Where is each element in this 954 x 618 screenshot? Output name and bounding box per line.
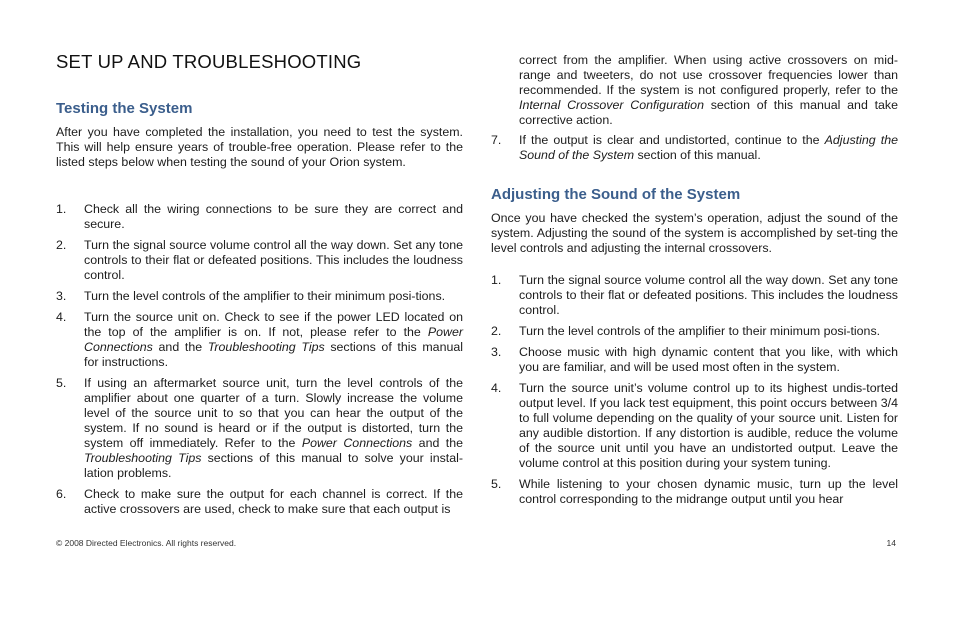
adjusting-steps-list <box>491 273 898 513</box>
list-item <box>491 133 898 163</box>
step-text: Turn the level controls of the amplifier to their minimum posi-tions. <box>519 324 881 338</box>
step-number: 4. <box>56 310 67 324</box>
step-6-continued <box>519 53 898 128</box>
list-item <box>491 273 898 318</box>
emphasis-troubleshooting-tips: Troubleshooting Tips <box>207 340 325 354</box>
emphasis-power-connections: Power Connections <box>301 436 413 450</box>
step-number: 5. <box>491 477 502 491</box>
list-item <box>491 324 898 339</box>
list-item <box>56 310 463 370</box>
list-item <box>56 202 463 232</box>
step-number: 1. <box>56 202 67 216</box>
list-item <box>56 376 463 481</box>
step-number: 3. <box>56 289 67 303</box>
step-text: If using an aftermarket source unit, turn the level controls of the amplifier about one quarter of a turn. Slowly increase the volume level of the source unit to so that you can hear the output of the system. If no sound is heard or if the output is distorted, turn the system off immediately. Refer to the <box>84 376 463 450</box>
step-text: Turn the level controls of the amplifier to their minimum posi-tions. <box>84 289 446 303</box>
footer-copyright: © 2008 Directed Electronics. All rights reserved. <box>56 538 237 548</box>
step-text: While listening to your chosen dynamic music, turn up the level control corresponding to the midrange output until you hear <box>519 477 898 506</box>
section-heading-adjusting: Adjusting the Sound of the System <box>491 186 741 203</box>
step-text: and the <box>152 340 208 354</box>
step-number: 2. <box>56 238 67 252</box>
step-number: 2. <box>491 324 502 338</box>
emphasis-power-connections: Power Connections <box>84 325 463 354</box>
list-item <box>491 477 898 507</box>
emphasis-internal-crossover: Internal Crossover Configuration <box>519 98 704 112</box>
list-item <box>56 487 463 517</box>
section-heading-testing: Testing the System <box>56 100 193 117</box>
list-item <box>491 381 898 471</box>
step-text: sections of this manual for instructions. <box>84 340 464 369</box>
step-text: Turn the signal source volume control all the way down. Set any tone controls to their flat or defeated positions. This includes the loudness control. <box>84 238 463 282</box>
step-text: Turn the source unit on. Check to see if the power LED located on the top of the amplifier is on. If not, please refer to the <box>84 310 463 339</box>
step-text: sections of this manual to solve your instal-lation problems. <box>84 451 463 480</box>
step-number: 5. <box>56 376 67 390</box>
step-text: section of this manual. <box>634 148 761 162</box>
step-number: 3. <box>491 345 502 359</box>
testing-steps-list <box>56 202 463 523</box>
step-text: Check to make sure the output for each channel is correct. If the active crossovers are used, check to make sure that each output is <box>84 487 463 516</box>
page-title: SET UP AND TROUBLESHOOTING <box>56 51 362 72</box>
list-item <box>56 238 463 283</box>
step-text: Turn the source unit’s volume control up to its highest undis-torted output level. If you lack test equipment, this point occurs between 3/4 to full volume depending on the quality of your source unit. Listen for any audible distortion. If any distortion is audible, reduce the volume of the source unit until you have an undistorted output. Leave the volume control at this position during your system tuning. <box>519 381 898 470</box>
adjusting-intro: Once you have checked the system’s operation, adjust the sound of the system. Adjusting the sound of the system is accomplished by set-ting the level controls and adjusting the internal crossovers. <box>491 211 898 255</box>
step-text: Turn the signal source volume control all the way down. Set any tone controls to their flat or defeated positions. This includes the loudness control. <box>519 273 898 317</box>
step-text: section of this manual and take corrective action. <box>519 98 898 127</box>
step-text: and the <box>412 436 463 450</box>
list-item <box>491 345 898 375</box>
step-number: 7. <box>491 133 502 147</box>
list-item <box>56 289 463 304</box>
step-text: If the output is clear and undistorted, continue to the <box>519 133 825 147</box>
step-7-list <box>491 133 898 169</box>
step-text: correct from the amplifier. When using active crossovers on mid-range and tweeters, do not use crossover frequencies lower than recommended. If the system is not configured properly, refer to the <box>519 53 898 97</box>
testing-intro: After you have completed the installation, you need to test the system. This will help ensure years of trouble-free operation. Please refer to the listed steps below when testing the sound of your Orion system. <box>56 125 463 169</box>
emphasis-adjusting-sound: Adjusting the Sound of the System <box>519 133 898 162</box>
step-text: Check all the wiring connections to be sure they are correct and secure. <box>84 202 463 231</box>
emphasis-troubleshooting-tips: Troubleshooting Tips <box>84 451 202 465</box>
step-number: 4. <box>491 381 502 395</box>
step-text: Choose music with high dynamic content that you like, with which you are familiar, and will be used most often in the system. <box>519 345 898 374</box>
page-number: 14 <box>886 538 896 548</box>
step-number: 6. <box>56 487 67 501</box>
step-number: 1. <box>491 273 502 287</box>
